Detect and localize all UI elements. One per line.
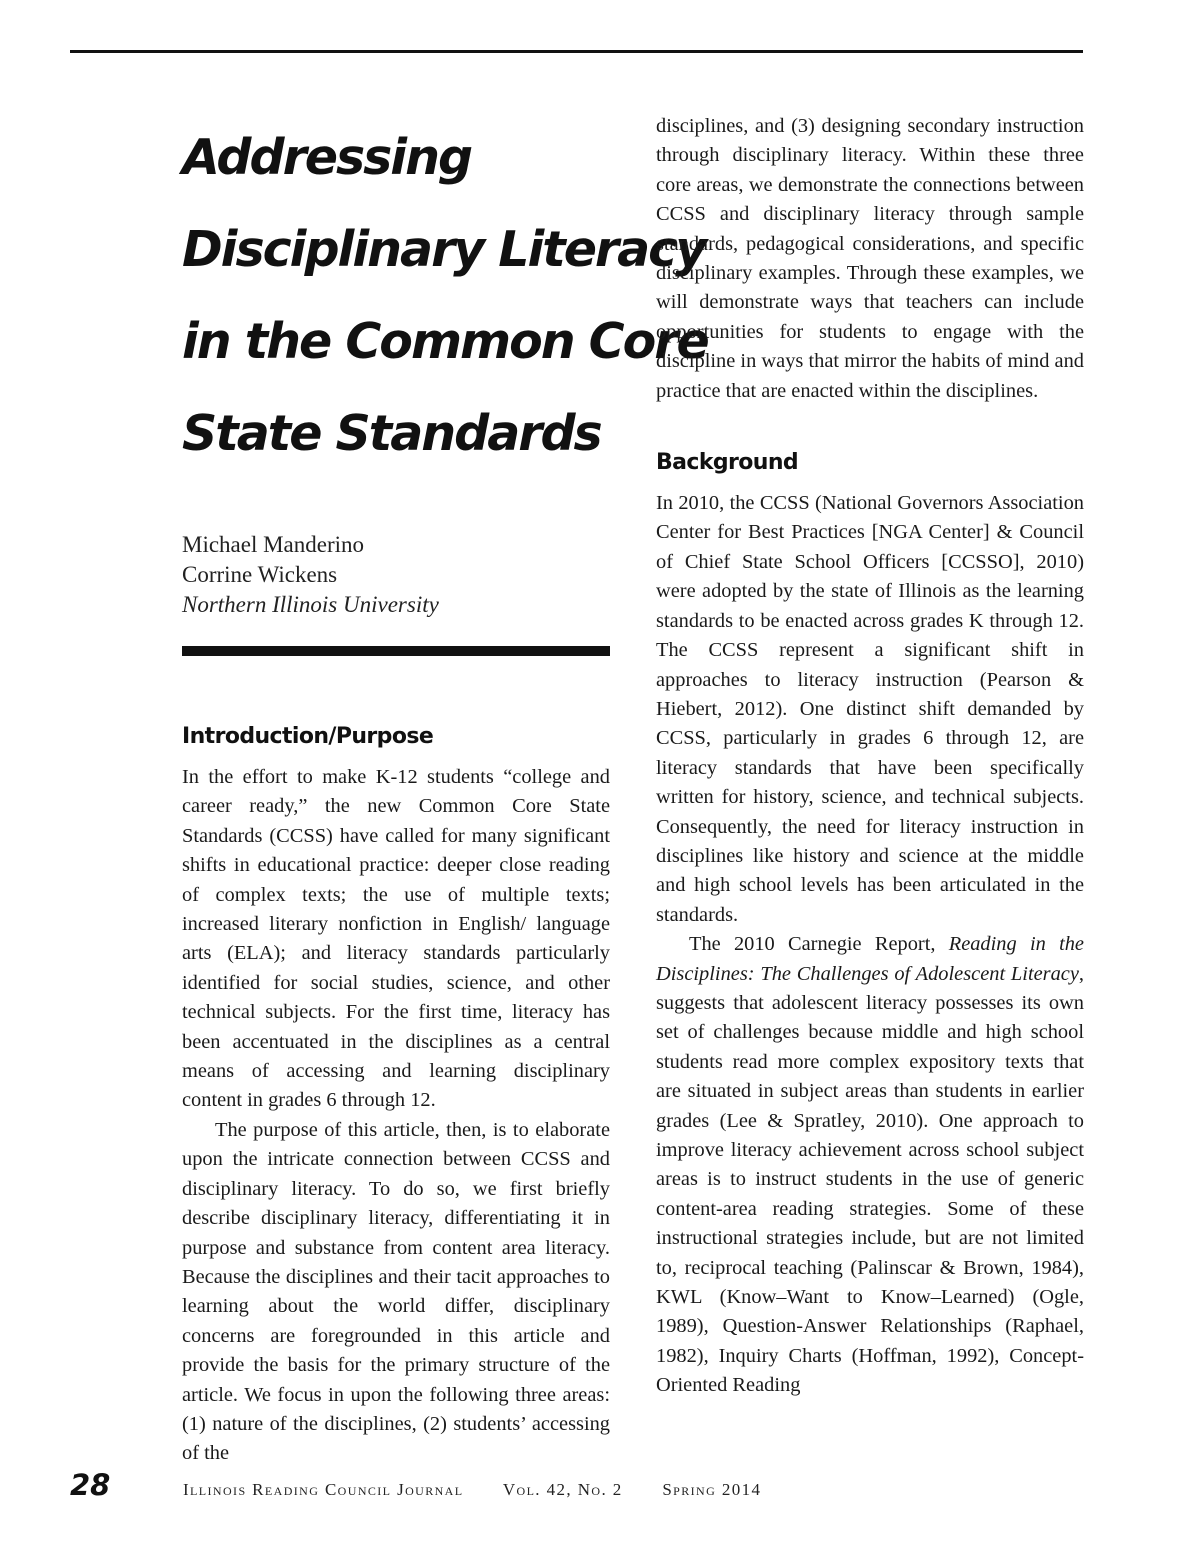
background-p2-rest: , suggests that adolescent literacy possesses its own set of challenges because middle and high school students read more complex expository texts that are situated in subject areas than students in earlier grades (Lee & Spratley, 2010). One approach to improve literacy achievement across school subject areas is to instruct students in the use of generic content-area reading strategies. Some of these instructional strategies include, but are not limited to, reciprocal teaching (Palinscar & Brown, 1984), KWL (Know–Want to Know–Learned) (Ogle, 1989), Question-Answer Relationships (Raphael, 1982), Inquiry Charts (Hoffman, 1992), Concept-Oriented Reading <box>656 962 1084 1397</box>
journal-volume: Vol. 42, No. 2 <box>502 1480 623 1499</box>
background-p2-lead: The 2010 Carnegie Report, <box>689 933 949 956</box>
intro-paragraph-1: In the effort to make K-12 students “college and career ready,” the new Common Core State Standards (CCSS) have called for many significant shifts in educational practice: deeper close reading of complex texts; the use of multiple texts; increased literary nonfiction in English/ language arts (ELA); and literacy standards particularly identified for social studies, science, and other technical subjects. For the first time, literacy has been accentuated in the disciplines as a central means of accessing and learning disciplinary content in grades 6 through 12. <box>182 766 610 1112</box>
author-name: Corrine Wickens <box>182 562 338 587</box>
author-name: Michael Manderino <box>182 532 365 557</box>
title-line: State Standards <box>182 405 601 462</box>
background-paragraph-1: In 2010, the CCSS (National Governors Association Center for Best Practices [NGA Center] & Council of Chief State School Officers [CCSSO], 2010) were adopted by the state of Illinois as the learning standards to be enacted across grades K through 12. The CCSS represent a significant shift in approaches to literacy instruction (Pearson & Hiebert, 2012). One distinct shift demanded by CCSS, particularly in grades 6 through 12, are literacy standards that have been specifically written for history, science, and technical subjects. Consequently, the need for literacy instruction in disciplines like history and science at the middle and high school levels has been articulated in the standards. <box>656 492 1084 926</box>
title-divider <box>182 646 610 656</box>
article-title <box>182 112 708 480</box>
intro-heading: Introduction/Purpose <box>182 724 434 749</box>
journal-issue: Spring 2014 <box>662 1480 762 1499</box>
right-column <box>656 112 1084 1401</box>
page-footer <box>70 1468 970 1504</box>
title-line: Addressing <box>182 129 472 186</box>
intro-paragraph-2-continued: disciplines, and (3) designing secondary instruction through disciplinary literacy. Within these three core areas, we demonstrate the connections between CCSS and disciplinary literacy through sample standards, pedagogical considerations, and specific disciplinary examples. Through these examples, we will demonstrate ways that teachers can include opportunities for students to engage with the discipline in ways that mirror the habits of mind and practice that are enacted within the disciplines. <box>656 115 1084 402</box>
journal-info <box>183 1480 795 1500</box>
background-paragraph-2 <box>656 930 1084 1401</box>
author-affiliation: Northern Illinois University <box>182 592 439 617</box>
page-number: 28 <box>70 1468 111 1502</box>
left-column <box>182 112 708 1469</box>
author-block <box>182 530 610 620</box>
intro-paragraph-2-left: The purpose of this article, then, is to elaborate upon the intricate connection between CCSS and disciplinary literacy. To do so, we first briefly describe disciplinary literacy, differentiating it in purpose and substance from content area literacy. Because the disciplines and their tacit approaches to learning about the world differ, disciplinary concerns are foregrounded in this article and provide the basis for the primary structure of the article. We focus in upon the following three areas: (1) nature of the disciplines, (2) students’ accessing of the <box>182 1118 610 1465</box>
report-title: Reading in the Disciplines: The Challenges of Adolescent Literacy <box>656 933 1084 985</box>
journal-name: Illinois Reading Council Journal <box>183 1480 464 1499</box>
title-line: Disciplinary Literacy <box>182 221 706 278</box>
top-rule <box>70 50 1083 53</box>
title-line: in the Common Core <box>182 313 708 370</box>
background-heading: Background <box>656 450 799 476</box>
